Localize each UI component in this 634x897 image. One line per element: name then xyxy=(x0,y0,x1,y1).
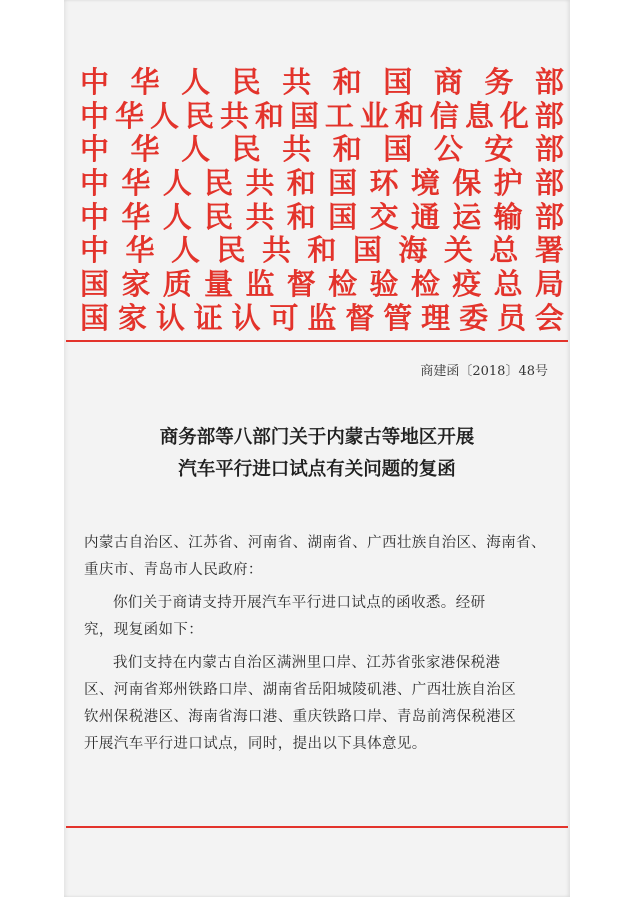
agency-char: 护 xyxy=(493,166,523,201)
agency-char: 华 xyxy=(130,132,160,167)
agency-char: 中 xyxy=(80,132,110,167)
agency-char: 输 xyxy=(493,199,523,234)
agency-char: 工 xyxy=(324,98,354,133)
agency-line xyxy=(80,133,564,167)
agency-char: 关 xyxy=(443,233,473,268)
agency-char: 华 xyxy=(121,166,151,201)
agency-char: 民 xyxy=(204,166,234,201)
agency-char: 家 xyxy=(117,300,147,335)
agency-char: 共 xyxy=(219,98,249,133)
document-number: 商建函〔2018〕48号 xyxy=(420,364,548,379)
agency-char: 局 xyxy=(534,267,564,302)
agency-char: 民 xyxy=(231,65,261,99)
agency-char: 保 xyxy=(452,166,482,201)
agency-char: 人 xyxy=(162,199,192,234)
paragraph-line: 钦州保税港区、海南省海口港、重庆铁路口岸、青岛前湾保税港区 xyxy=(84,709,517,725)
agency-char: 共 xyxy=(245,166,275,201)
agency-char: 国 xyxy=(352,233,382,268)
recipient-line: 重庆市、青岛市人民政府： xyxy=(84,562,263,578)
agency-char: 民 xyxy=(216,233,246,268)
agency-char: 总 xyxy=(489,233,519,268)
paragraph-line: 我们支持在内蒙古自治区满洲里口岸、江苏省张家港保税港 xyxy=(113,655,501,671)
paragraph-line: 你们关于商请支持开展汽车平行进口试点的函收悉。经研 xyxy=(113,595,486,611)
agency-char: 员 xyxy=(496,300,526,335)
agency-char: 息 xyxy=(464,98,494,133)
agency-char: 境 xyxy=(410,166,440,201)
agency-char: 国 xyxy=(80,267,110,302)
agency-char: 检 xyxy=(410,267,440,302)
agency-char: 民 xyxy=(231,132,261,167)
agency-char: 和 xyxy=(394,98,424,133)
agency-char: 人 xyxy=(181,65,211,99)
agency-char: 公 xyxy=(433,132,463,167)
agency-char: 国 xyxy=(328,166,358,201)
agency-char: 共 xyxy=(261,233,291,268)
agency-char: 华 xyxy=(121,199,151,234)
agency-char: 人 xyxy=(181,132,211,167)
title-line: 汽车平行进口试点有关问题的复函 xyxy=(178,459,456,480)
agency-line xyxy=(80,100,564,134)
agency-line xyxy=(80,167,564,201)
paragraph-line: 区、河南省郑州铁路口岸、湖南省岳阳城陵矶港、广西壮族自治区 xyxy=(84,682,517,698)
recipient-line: 内蒙古自治区、江苏省、河南省、湖南省、广西壮族自治区、海南省、 xyxy=(84,535,546,551)
paragraph-line: 开展汽车平行进口试点，同时，提出以下具体意见。 xyxy=(84,736,427,752)
agency-char: 人 xyxy=(170,233,200,268)
agency-char: 人 xyxy=(149,98,179,133)
agency-char: 管 xyxy=(383,300,413,335)
agency-char: 业 xyxy=(359,98,389,133)
agency-char: 化 xyxy=(499,98,529,133)
agency-char: 认 xyxy=(231,300,261,335)
agency-char: 会 xyxy=(534,300,564,335)
footer-divider-rule xyxy=(66,826,568,828)
agency-char: 国 xyxy=(80,300,110,335)
header-divider-rule xyxy=(66,340,568,342)
agency-char: 华 xyxy=(125,233,155,268)
issuing-agencies-header xyxy=(80,66,564,336)
agency-char: 商 xyxy=(433,65,463,99)
agency-char: 和 xyxy=(286,166,316,201)
agency-char: 委 xyxy=(459,300,489,335)
agency-char: 交 xyxy=(369,199,399,234)
agency-char: 署 xyxy=(534,233,564,268)
agency-char: 家 xyxy=(121,267,151,302)
agency-line xyxy=(80,234,564,268)
agency-char: 和 xyxy=(307,233,337,268)
agency-line xyxy=(80,201,564,235)
agency-char: 海 xyxy=(398,233,428,268)
agency-char: 中 xyxy=(80,166,110,201)
agency-char: 和 xyxy=(254,98,284,133)
agency-char: 量 xyxy=(204,267,234,302)
agency-char: 通 xyxy=(410,199,440,234)
agency-char: 和 xyxy=(286,199,316,234)
agency-char: 务 xyxy=(484,65,514,99)
agency-char: 和 xyxy=(332,132,362,167)
agency-char: 疫 xyxy=(452,267,482,302)
agency-char: 部 xyxy=(534,65,564,99)
agency-line xyxy=(80,302,564,336)
agency-char: 国 xyxy=(383,65,413,99)
agency-char: 国 xyxy=(383,132,413,167)
agency-char: 部 xyxy=(534,166,564,201)
agency-char: 督 xyxy=(286,267,316,302)
agency-char: 部 xyxy=(534,199,564,234)
agency-char: 认 xyxy=(155,300,185,335)
agency-char: 中 xyxy=(80,199,110,234)
agency-char: 中 xyxy=(80,233,110,268)
agency-char: 运 xyxy=(452,199,482,234)
agency-char: 国 xyxy=(328,199,358,234)
document-title xyxy=(66,422,568,486)
title-line: 商务部等八部门关于内蒙古等地区开展 xyxy=(159,427,475,448)
agency-char: 信 xyxy=(429,98,459,133)
agency-char: 共 xyxy=(282,132,312,167)
agency-char: 华 xyxy=(114,98,144,133)
agency-char: 总 xyxy=(493,267,523,302)
agency-line xyxy=(80,66,564,100)
agency-char: 证 xyxy=(193,300,223,335)
agency-char: 民 xyxy=(184,98,214,133)
paragraph-line: 究，现复函如下： xyxy=(84,622,204,638)
agency-char: 督 xyxy=(345,300,375,335)
agency-char: 理 xyxy=(421,300,451,335)
document-body xyxy=(84,530,554,758)
agency-char: 检 xyxy=(328,267,358,302)
agency-char: 安 xyxy=(484,132,514,167)
agency-char: 监 xyxy=(307,300,337,335)
agency-char: 验 xyxy=(369,267,399,302)
agency-char: 环 xyxy=(369,166,399,201)
agency-char: 国 xyxy=(289,98,319,133)
agency-char: 华 xyxy=(130,65,160,99)
agency-char: 中 xyxy=(80,65,110,99)
agency-char: 共 xyxy=(245,199,275,234)
agency-char: 人 xyxy=(162,166,192,201)
agency-char: 共 xyxy=(282,65,312,99)
agency-char: 中 xyxy=(80,98,110,133)
agency-char: 民 xyxy=(204,199,234,234)
agency-char: 质 xyxy=(162,267,192,302)
agency-char: 和 xyxy=(332,65,362,99)
agency-line xyxy=(80,268,564,302)
agency-char: 可 xyxy=(269,300,299,335)
agency-char: 部 xyxy=(534,132,564,167)
agency-char: 监 xyxy=(245,267,275,302)
agency-char: 部 xyxy=(534,98,564,133)
